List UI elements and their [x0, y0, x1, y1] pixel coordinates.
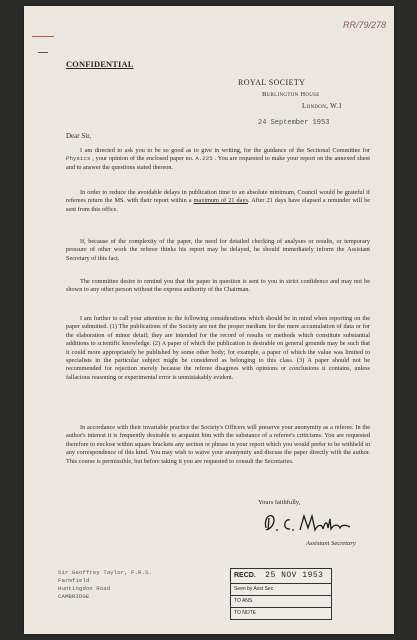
stamp-recd-label: RECD.	[234, 572, 256, 579]
confidential-heading: CONFIDENTIAL	[66, 60, 134, 69]
recipient-line: Farmfield	[58, 577, 90, 584]
recipient-line: CAMBRIDGE	[58, 593, 90, 600]
recipient-line: Huntingdon Road	[58, 585, 111, 592]
paragraph-delay: If, because of the complexity of the paper, the need for detailed checking of analyses or results, or temporary pressure of other work the referee thinks his report may be delayed, he should immediately inform the Assistant Secretary of this fact.	[66, 238, 370, 262]
paper-number-field: A.225	[195, 155, 213, 163]
p2-text-b: . After 21 days have elapsed a reminder will be sent from this office.	[66, 197, 370, 213]
org-address-line2: London, W.1	[302, 102, 343, 110]
org-name: ROYAL SOCIETY	[238, 78, 306, 87]
stamp-to-ans-row: TO ANS.	[231, 595, 331, 607]
letter-date: 24 September 1953	[258, 119, 330, 127]
org-address-line1: Burlington House	[262, 91, 320, 98]
committee-field: Physics	[66, 155, 91, 163]
archive-reference: RR/79/278	[342, 20, 386, 30]
p2-text-a: In order to reduce the avoidable delays in publication time to an absolute minimum, Council would be grateful if referees return the MS. with their report within a	[66, 189, 370, 205]
paragraph-confidence: The committee desire to remind you that the paper in question is sent to you in strict confidence and may not be shown to any other person without the express authority of the Chairman.	[66, 278, 370, 294]
stamp-to-note-row: TO NOTE	[231, 607, 331, 619]
stamp-recd-date: 25 NOV 1953	[265, 571, 324, 580]
paragraph-request	[66, 147, 370, 172]
signature-image	[260, 510, 360, 536]
stamp-seen-row: Seen by Asst Sec	[231, 583, 331, 595]
received-stamp	[230, 568, 332, 620]
paragraph-considerations: I am further to call your attention to the following considerations which should be in mind when reporting on the paper submitted. (1) The publications of the Society are not the proper medium for the mere accumulation of data or for the elaboration of minor detail; they are intended for the record of results or methods which constitute substantial additions to scientific knowledge. (2) A paper of which the publication is desirable on general grounds may be such that it could more appropriately be published by some other body; for example, a paper of which the value was limited to specialists in the particular subject might be considered as belonging to this class. (3) A paper should not be recommended for rejection merely because the referee disagrees with opinions or conclusions it contains, unless fallacious reasoning or experimental error is unmistakably evident.	[66, 315, 370, 381]
recipient-address	[58, 569, 152, 601]
closing: Yours faithfully,	[258, 499, 301, 506]
stamp-received-row	[231, 569, 331, 583]
p1-text-b: , your opinion of the enclosed paper no.	[92, 155, 194, 163]
red-mark-top	[32, 36, 54, 37]
letter-sheet	[24, 6, 394, 634]
recipient-line: Sir Geoffrey Taylor, F.R.S.	[58, 569, 152, 576]
paragraph-deadline	[66, 189, 370, 214]
p1-text-a: I am directed to ask you to be so good as to give in writing, for the guidance of the Sectional Committee for	[80, 147, 370, 154]
deadline-emphasis: maximum of 21 days	[193, 197, 248, 205]
p1-text-c: . You are requested to make your report on the annexed sheet and to answer the questions stated thereon.	[66, 155, 370, 171]
signatory-title: Assistant Secretary	[306, 540, 356, 547]
salutation: Dear Sir,	[66, 132, 91, 140]
red-mark-left	[38, 52, 48, 53]
paragraph-anonymity: In accordance with their invariable practice the Society's Officers will preserve your anonymity as a referee. In the author's interest it is frequently desirable to acquaint him with the substance of a referee's criticisms. You are requested therefore to enclose within square brackets any section or phrase in your report which you would prefer to be withheld in any correspondence of this kind. You may wish to waive your anonymity and discuss the paper directly with the author. This course is permissible, but before taking it you are requested to consult the Secretaries.	[66, 424, 370, 465]
